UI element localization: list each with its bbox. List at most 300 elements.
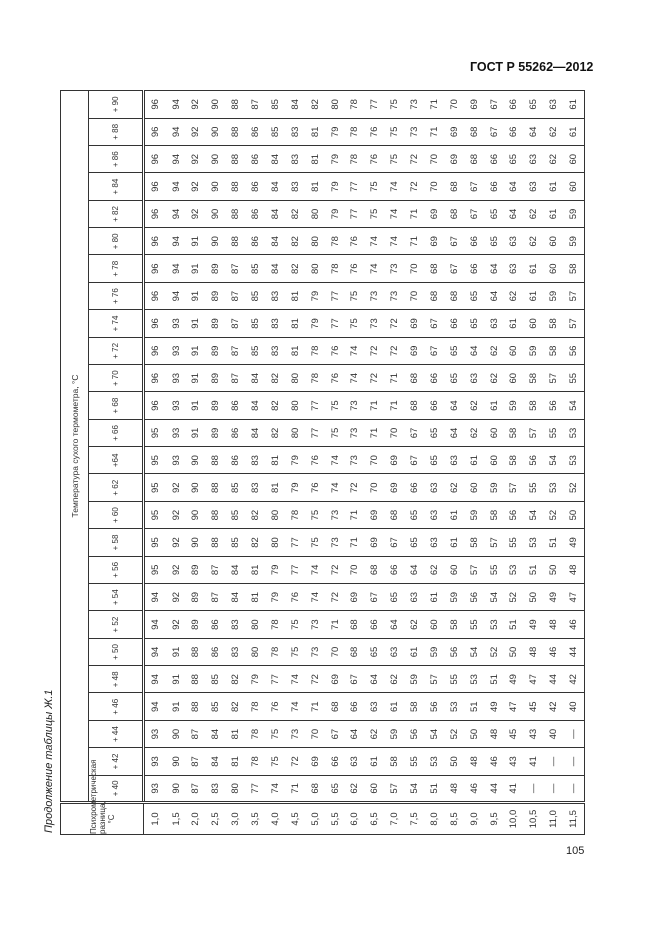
humidity-cell: 93 <box>166 337 186 364</box>
humidity-cell: 62 <box>345 775 365 802</box>
humidity-cell: 68 <box>405 392 425 419</box>
humidity-cell: 74 <box>285 666 305 693</box>
humidity-cell: 79 <box>285 474 305 501</box>
humidity-cell: 74 <box>325 474 345 501</box>
humidity-cell: 54 <box>405 775 425 802</box>
humidity-cell: 71 <box>385 365 405 392</box>
humidity-cell: 67 <box>345 666 365 693</box>
humidity-cell: — <box>524 775 544 802</box>
humidity-cell: 89 <box>186 556 206 583</box>
humidity-cell: 56 <box>444 638 464 665</box>
humidity-cell: 49 <box>524 611 544 638</box>
humidity-cell: 76 <box>365 118 385 145</box>
humidity-cell: 74 <box>385 200 405 227</box>
humidity-cell: 56 <box>504 501 524 528</box>
humidity-cell: 57 <box>544 365 564 392</box>
humidity-cell: 63 <box>504 255 524 282</box>
humidity-cell: 59 <box>424 638 444 665</box>
humidity-cell: 66 <box>345 693 365 720</box>
humidity-cell: 60 <box>504 365 524 392</box>
humidity-cell: 58 <box>544 337 564 364</box>
humidity-cell: 48 <box>464 748 484 775</box>
humidity-cell: 42 <box>544 693 564 720</box>
humidity-cell: 54 <box>464 638 484 665</box>
humidity-cell: 84 <box>246 419 266 446</box>
humidity-cell: 59 <box>524 337 544 364</box>
humidity-cell: 73 <box>305 638 325 665</box>
humidity-cell: 76 <box>345 255 365 282</box>
humidity-cell: 76 <box>305 447 325 474</box>
humidity-cell: 68 <box>464 118 484 145</box>
humidity-cell: 57 <box>564 282 585 309</box>
humidity-cell: 61 <box>544 200 564 227</box>
humidity-cell: 73 <box>365 282 385 309</box>
humidity-cell: 66 <box>484 146 504 173</box>
humidity-cell: 88 <box>226 146 246 173</box>
humidity-cell: 46 <box>544 638 564 665</box>
humidity-cell: 83 <box>265 282 285 309</box>
humidity-cell: 46 <box>464 775 484 802</box>
humidity-cell: 87 <box>226 337 246 364</box>
temperature-column-header: + 52 <box>89 611 144 638</box>
humidity-cell: 73 <box>285 720 305 747</box>
difference-cell: 6,0 <box>345 803 365 835</box>
humidity-cell: 91 <box>186 419 206 446</box>
humidity-cell: 78 <box>325 228 345 255</box>
humidity-cell: 94 <box>166 173 186 200</box>
humidity-cell: 58 <box>504 447 524 474</box>
temperature-column-header: + 54 <box>89 584 144 611</box>
temperature-column-header: +64 <box>89 447 144 474</box>
humidity-cell: 62 <box>504 282 524 309</box>
humidity-cell: 83 <box>285 118 305 145</box>
humidity-cell: 60 <box>544 228 564 255</box>
humidity-cell: 78 <box>265 638 285 665</box>
humidity-cell: 67 <box>464 200 484 227</box>
difference-cell: 4,0 <box>265 803 285 835</box>
humidity-cell: 62 <box>484 337 504 364</box>
difference-cell: 11,0 <box>544 803 564 835</box>
humidity-cell: 76 <box>325 337 345 364</box>
humidity-cell: 59 <box>405 666 425 693</box>
humidity-cell: 93 <box>144 748 167 775</box>
humidity-cell: 61 <box>444 529 464 556</box>
humidity-cell: 58 <box>544 310 564 337</box>
humidity-cell: 63 <box>424 529 444 556</box>
temperature-column-header: + 40 <box>89 775 144 802</box>
humidity-cell: 70 <box>365 447 385 474</box>
humidity-cell: 90 <box>166 775 186 802</box>
humidity-cell: 94 <box>166 118 186 145</box>
temperature-column-header: + 78 <box>89 255 144 282</box>
humidity-cell: 65 <box>484 228 504 255</box>
humidity-cell: 47 <box>524 666 544 693</box>
humidity-cell: 69 <box>424 200 444 227</box>
humidity-cell: 78 <box>345 91 365 119</box>
humidity-cell: 83 <box>246 447 266 474</box>
humidity-cell: 57 <box>464 556 484 583</box>
humidity-cell: 89 <box>206 419 226 446</box>
humidity-cell: 50 <box>464 720 484 747</box>
humidity-cell: 93 <box>144 720 167 747</box>
humidity-cell: 91 <box>166 666 186 693</box>
humidity-cell: 41 <box>504 775 524 802</box>
temperature-column-header: + 46 <box>89 693 144 720</box>
humidity-cell: 81 <box>285 310 305 337</box>
humidity-cell: 81 <box>226 720 246 747</box>
humidity-cell: 65 <box>405 501 425 528</box>
humidity-cell: 48 <box>524 638 544 665</box>
humidity-cell: 87 <box>246 91 266 119</box>
humidity-cell: 66 <box>325 748 345 775</box>
humidity-cell: 81 <box>226 748 246 775</box>
humidity-cell: 53 <box>464 666 484 693</box>
humidity-cell: — <box>544 748 564 775</box>
humidity-cell: 70 <box>405 282 425 309</box>
humidity-cell: 94 <box>166 255 186 282</box>
humidity-cell: 86 <box>226 419 246 446</box>
humidity-cell: 49 <box>544 584 564 611</box>
humidity-cell: 86 <box>246 173 266 200</box>
humidity-cell: 72 <box>385 310 405 337</box>
humidity-cell: 70 <box>405 255 425 282</box>
table-row <box>424 91 444 835</box>
humidity-cell: 84 <box>285 91 305 119</box>
humidity-cell: 69 <box>464 91 484 119</box>
humidity-cell: 68 <box>444 282 464 309</box>
humidity-cell: 82 <box>285 228 305 255</box>
table-row <box>405 91 425 835</box>
humidity-cell: 94 <box>166 228 186 255</box>
humidity-cell: 62 <box>405 611 425 638</box>
table-row <box>365 91 385 835</box>
humidity-cell: 40 <box>564 693 585 720</box>
humidity-cell: 81 <box>246 556 266 583</box>
humidity-cell: 96 <box>144 255 167 282</box>
humidity-cell: 73 <box>305 611 325 638</box>
humidity-cell: 72 <box>405 173 425 200</box>
humidity-cell: 55 <box>464 611 484 638</box>
temperature-column-header: + 66 <box>89 419 144 446</box>
humidity-cell: 95 <box>144 529 167 556</box>
humidity-cell: 88 <box>206 501 226 528</box>
humidity-cell: 85 <box>246 337 266 364</box>
humidity-cell: 53 <box>484 611 504 638</box>
humidity-cell: 65 <box>405 529 425 556</box>
humidity-cell: 60 <box>484 419 504 446</box>
humidity-cell: 78 <box>345 146 365 173</box>
humidity-cell: 93 <box>166 365 186 392</box>
humidity-cell: 94 <box>144 666 167 693</box>
humidity-cell: 77 <box>345 200 365 227</box>
humidity-cell: 67 <box>365 584 385 611</box>
humidity-cell: 54 <box>424 720 444 747</box>
humidity-cell: 79 <box>265 584 285 611</box>
humidity-cell: 91 <box>166 638 186 665</box>
humidity-cell: 70 <box>365 474 385 501</box>
humidity-cell: 80 <box>246 638 266 665</box>
humidity-cell: 65 <box>524 91 544 119</box>
humidity-cell: 60 <box>424 611 444 638</box>
humidity-cell: 95 <box>144 501 167 528</box>
humidity-cell: 61 <box>504 310 524 337</box>
rotated-table-block <box>38 90 585 835</box>
difference-cell: 3,0 <box>226 803 246 835</box>
humidity-cell: 62 <box>544 118 564 145</box>
difference-cell: 1,5 <box>166 803 186 835</box>
humidity-cell: 58 <box>564 255 585 282</box>
humidity-cell: 92 <box>166 501 186 528</box>
humidity-cell: 79 <box>305 310 325 337</box>
humidity-cell: 78 <box>246 693 266 720</box>
humidity-cell: 55 <box>524 474 544 501</box>
humidity-cell: 81 <box>265 447 285 474</box>
temperature-column-header: + 68 <box>89 392 144 419</box>
humidity-cell: 77 <box>285 556 305 583</box>
humidity-cell: 95 <box>144 447 167 474</box>
humidity-cell: 55 <box>504 529 524 556</box>
humidity-cell: 79 <box>285 447 305 474</box>
humidity-cell: 56 <box>464 584 484 611</box>
humidity-cell: 64 <box>345 720 365 747</box>
humidity-cell: 83 <box>246 474 266 501</box>
humidity-cell: 66 <box>405 474 425 501</box>
humidity-cell: 77 <box>285 529 305 556</box>
humidity-cell: 81 <box>285 282 305 309</box>
humidity-cell: 69 <box>325 666 345 693</box>
difference-cell: 5,5 <box>325 803 345 835</box>
humidity-cell: 80 <box>226 775 246 802</box>
humidity-cell: 84 <box>246 392 266 419</box>
difference-cell: 7,0 <box>385 803 405 835</box>
humidity-cell: 82 <box>265 365 285 392</box>
humidity-cell: 74 <box>285 693 305 720</box>
humidity-cell: — <box>564 748 585 775</box>
humidity-cell: 45 <box>524 693 544 720</box>
header-row-temperatures <box>89 91 144 835</box>
humidity-cell: 58 <box>484 501 504 528</box>
humidity-cell: 77 <box>265 666 285 693</box>
humidity-cell: 78 <box>265 611 285 638</box>
humidity-cell: 82 <box>285 255 305 282</box>
humidity-cell: 53 <box>424 748 444 775</box>
humidity-cell: 63 <box>365 693 385 720</box>
humidity-cell: 84 <box>265 200 285 227</box>
humidity-cell: 58 <box>504 419 524 446</box>
table-row <box>325 91 345 835</box>
humidity-cell: 92 <box>166 529 186 556</box>
humidity-cell: 77 <box>325 310 345 337</box>
table-row <box>524 91 544 835</box>
humidity-cell: 72 <box>325 584 345 611</box>
humidity-cell: 88 <box>226 91 246 119</box>
humidity-cell: 66 <box>385 556 405 583</box>
humidity-cell: 80 <box>285 392 305 419</box>
humidity-cell: 66 <box>504 118 524 145</box>
humidity-cell: 75 <box>365 200 385 227</box>
humidity-cell: 63 <box>444 447 464 474</box>
humidity-cell: 85 <box>226 501 246 528</box>
table-row <box>504 91 524 835</box>
humidity-cell: 89 <box>206 282 226 309</box>
header-row-group <box>61 91 89 835</box>
humidity-cell: 60 <box>365 775 385 802</box>
humidity-cell: 57 <box>564 310 585 337</box>
humidity-cell: 91 <box>166 693 186 720</box>
humidity-cell: 81 <box>265 474 285 501</box>
humidity-cell: 79 <box>325 173 345 200</box>
humidity-cell: 67 <box>464 173 484 200</box>
difference-cell: 9,0 <box>464 803 484 835</box>
humidity-cell: 85 <box>206 666 226 693</box>
humidity-cell: 81 <box>305 118 325 145</box>
humidity-cell: 71 <box>424 91 444 119</box>
humidity-cell: 67 <box>405 447 425 474</box>
humidity-cell: 53 <box>444 693 464 720</box>
humidity-cell: 61 <box>564 118 585 145</box>
humidity-cell: 80 <box>305 200 325 227</box>
humidity-cell: 93 <box>166 310 186 337</box>
humidity-cell: 96 <box>144 173 167 200</box>
humidity-cell: 66 <box>424 365 444 392</box>
humidity-cell: 41 <box>524 748 544 775</box>
humidity-cell: 93 <box>166 419 186 446</box>
humidity-cell: 52 <box>544 501 564 528</box>
humidity-cell: 58 <box>464 529 484 556</box>
humidity-cell: 80 <box>305 255 325 282</box>
humidity-cell: 73 <box>405 118 425 145</box>
difference-cell: 6,5 <box>365 803 385 835</box>
humidity-cell: 84 <box>206 720 226 747</box>
humidity-cell: 75 <box>265 720 285 747</box>
humidity-cell: 90 <box>206 228 226 255</box>
temperature-column-header: + 76 <box>89 282 144 309</box>
humidity-cell: 88 <box>186 693 206 720</box>
humidity-cell: 88 <box>226 173 246 200</box>
humidity-cell: 54 <box>524 501 544 528</box>
difference-cell: 2,5 <box>206 803 226 835</box>
humidity-cell: 69 <box>385 474 405 501</box>
humidity-cell: 96 <box>144 118 167 145</box>
humidity-cell: 48 <box>444 775 464 802</box>
table-row <box>444 91 464 835</box>
humidity-cell: 76 <box>345 228 365 255</box>
table-row <box>206 91 226 835</box>
humidity-cell: 72 <box>345 474 365 501</box>
humidity-cell: 65 <box>365 638 385 665</box>
humidity-cell: 53 <box>564 419 585 446</box>
humidity-cell: 73 <box>345 419 365 446</box>
humidity-cell: 96 <box>144 365 167 392</box>
difference-cell: 7,5 <box>405 803 425 835</box>
humidity-cell: 94 <box>166 91 186 119</box>
humidity-cell: 73 <box>385 255 405 282</box>
table-body <box>144 91 585 835</box>
humidity-cell: 86 <box>246 228 266 255</box>
temperature-column-header: + 88 <box>89 118 144 145</box>
humidity-cell: 72 <box>285 748 305 775</box>
humidity-cell: 66 <box>504 91 524 119</box>
humidity-cell: 62 <box>444 474 464 501</box>
humidity-cell: 89 <box>206 392 226 419</box>
humidity-cell: 47 <box>564 584 585 611</box>
humidity-cell: 52 <box>444 720 464 747</box>
humidity-cell: 60 <box>564 146 585 173</box>
humidity-cell: 90 <box>206 173 226 200</box>
temperature-column-header: + 82 <box>89 200 144 227</box>
humidity-cell: 69 <box>385 447 405 474</box>
humidity-cell: 72 <box>325 556 345 583</box>
humidity-cell: 61 <box>405 638 425 665</box>
humidity-cell: 74 <box>265 775 285 802</box>
humidity-cell: 94 <box>166 146 186 173</box>
humidity-cell: 73 <box>325 501 345 528</box>
temperature-column-header: + 72 <box>89 337 144 364</box>
humidity-cell: 69 <box>424 228 444 255</box>
humidity-cell: 96 <box>144 200 167 227</box>
humidity-cell: 70 <box>424 173 444 200</box>
humidity-cell: 64 <box>365 666 385 693</box>
humidity-cell: 86 <box>226 392 246 419</box>
humidity-cell: 68 <box>444 200 464 227</box>
humidity-cell: 72 <box>405 146 425 173</box>
humidity-cell: 73 <box>345 392 365 419</box>
humidity-cell: 69 <box>405 310 425 337</box>
humidity-cell: 44 <box>564 638 585 665</box>
humidity-cell: 92 <box>166 474 186 501</box>
humidity-cell: 88 <box>226 228 246 255</box>
humidity-cell: 85 <box>246 255 266 282</box>
humidity-cell: 87 <box>226 310 246 337</box>
table-row <box>345 91 365 835</box>
humidity-cell: 64 <box>385 611 405 638</box>
humidity-cell: 75 <box>345 282 365 309</box>
difference-cell: 5,0 <box>305 803 325 835</box>
humidity-cell: 79 <box>325 200 345 227</box>
humidity-cell: 79 <box>325 146 345 173</box>
humidity-cell: 65 <box>464 282 484 309</box>
humidity-cell: 71 <box>345 529 365 556</box>
humidity-cell: 86 <box>246 200 266 227</box>
table-row <box>166 91 186 835</box>
humidity-cell: 91 <box>186 310 206 337</box>
humidity-cell: 65 <box>325 775 345 802</box>
humidity-cell: 42 <box>564 666 585 693</box>
humidity-cell: 68 <box>345 611 365 638</box>
humidity-cell: 69 <box>444 146 464 173</box>
humidity-cell: 62 <box>385 666 405 693</box>
humidity-cell: 76 <box>325 365 345 392</box>
humidity-cell: 73 <box>345 447 365 474</box>
humidity-cell: 51 <box>524 556 544 583</box>
humidity-cell: 95 <box>144 474 167 501</box>
humidity-cell: 57 <box>504 474 524 501</box>
humidity-cell: 85 <box>265 118 285 145</box>
humidity-cell: 74 <box>365 255 385 282</box>
humidity-cell: 59 <box>484 474 504 501</box>
humidity-cell: 53 <box>524 529 544 556</box>
humidity-cell: 54 <box>564 392 585 419</box>
humidity-cell: 50 <box>564 501 585 528</box>
humidity-cell: 75 <box>285 638 305 665</box>
humidity-cell: 70 <box>345 556 365 583</box>
humidity-cell: 69 <box>365 501 385 528</box>
humidity-cell: 82 <box>265 419 285 446</box>
humidity-cell: 64 <box>464 337 484 364</box>
humidity-cell: 96 <box>144 228 167 255</box>
humidity-cell: 78 <box>305 337 325 364</box>
humidity-cell: 57 <box>424 666 444 693</box>
